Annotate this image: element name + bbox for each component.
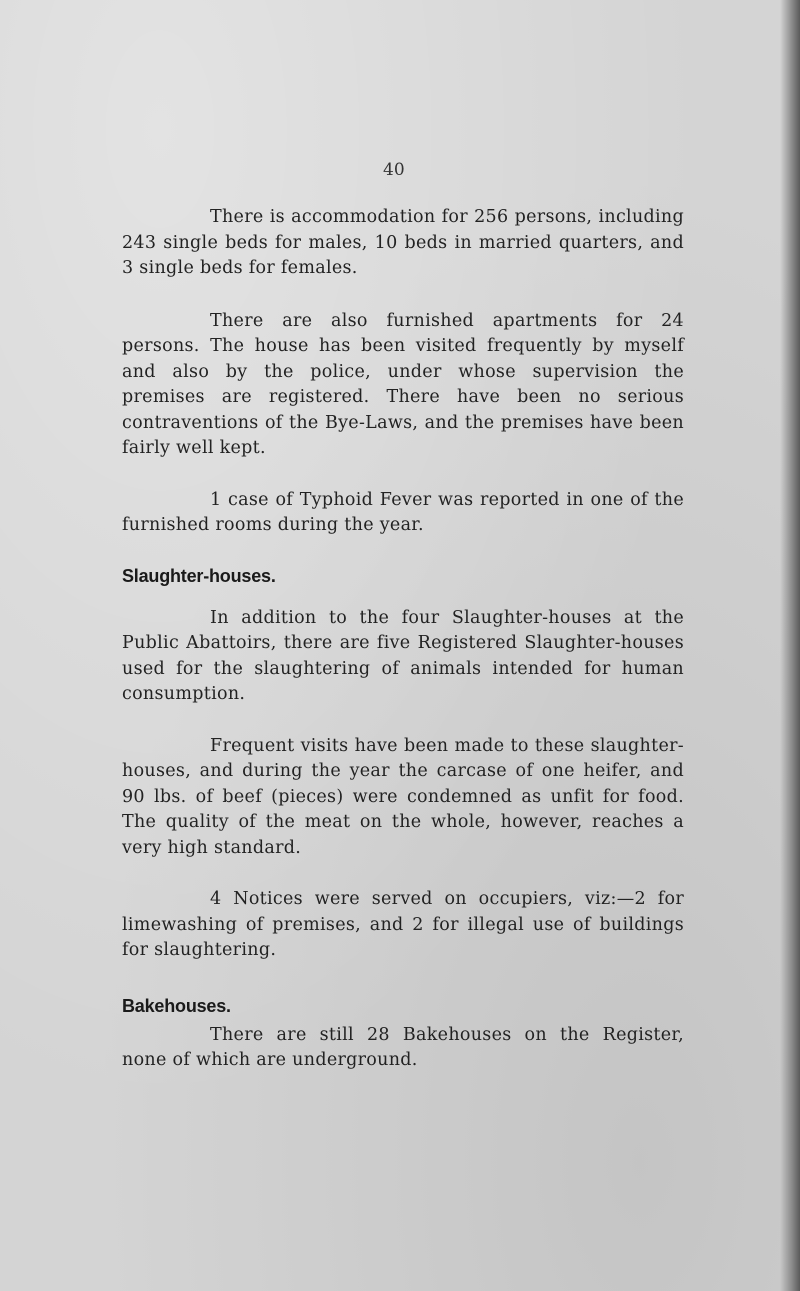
- heading-slaughter-houses: Slaughter-houses.: [122, 565, 276, 586]
- paragraph-bakehouses: There are still 28 Bakehouses on the Register, none of which are underground.: [122, 1024, 684, 1070]
- paragraph-slaughter-houses-registered: In addition to the four Slaughter-houses at the Public Abattoirs, there are five Registered Slaughter-houses used for the slaughtering of animals intended for human consumption.: [122, 607, 684, 704]
- paragraph-slaughter-houses-visits: Frequent visits have been made to these slaughter-houses, and during the year the carcase of one heifer, and 90 lbs. of beef (pieces) were condemned as unfit for food. The quality of the meat on the whole, however, reaches a very high standard.: [122, 735, 684, 858]
- paragraph-notices-served: 4 Notices were served on occupiers, viz:—2 for limewashing of premises, and 2 for illegal use of buildings for slaughtering.: [122, 889, 684, 960]
- page-number: 40: [383, 160, 405, 180]
- paragraph-typhoid-case: 1 case of Typhoid Fever was reported in one of the furnished rooms during the year.: [122, 489, 684, 535]
- page-body: [122, 205, 684, 1074]
- heading-bakehouses: Bakehouses.: [122, 995, 231, 1016]
- page-edge-shadow: [780, 0, 800, 1291]
- paragraph-accommodation: There is accommodation for 256 persons, including 243 single beds for males, 10 beds in married quarters, and 3 single beds for females.: [122, 207, 684, 278]
- paragraph-furnished-apartments: There are also furnished apartments for 24 persons. The house has been visited frequently by myself and also by the police, under whose supervision the premises are registered. There have been no serious contraventions of the Bye-Laws, and the premises have been fairly well kept.: [122, 310, 684, 458]
